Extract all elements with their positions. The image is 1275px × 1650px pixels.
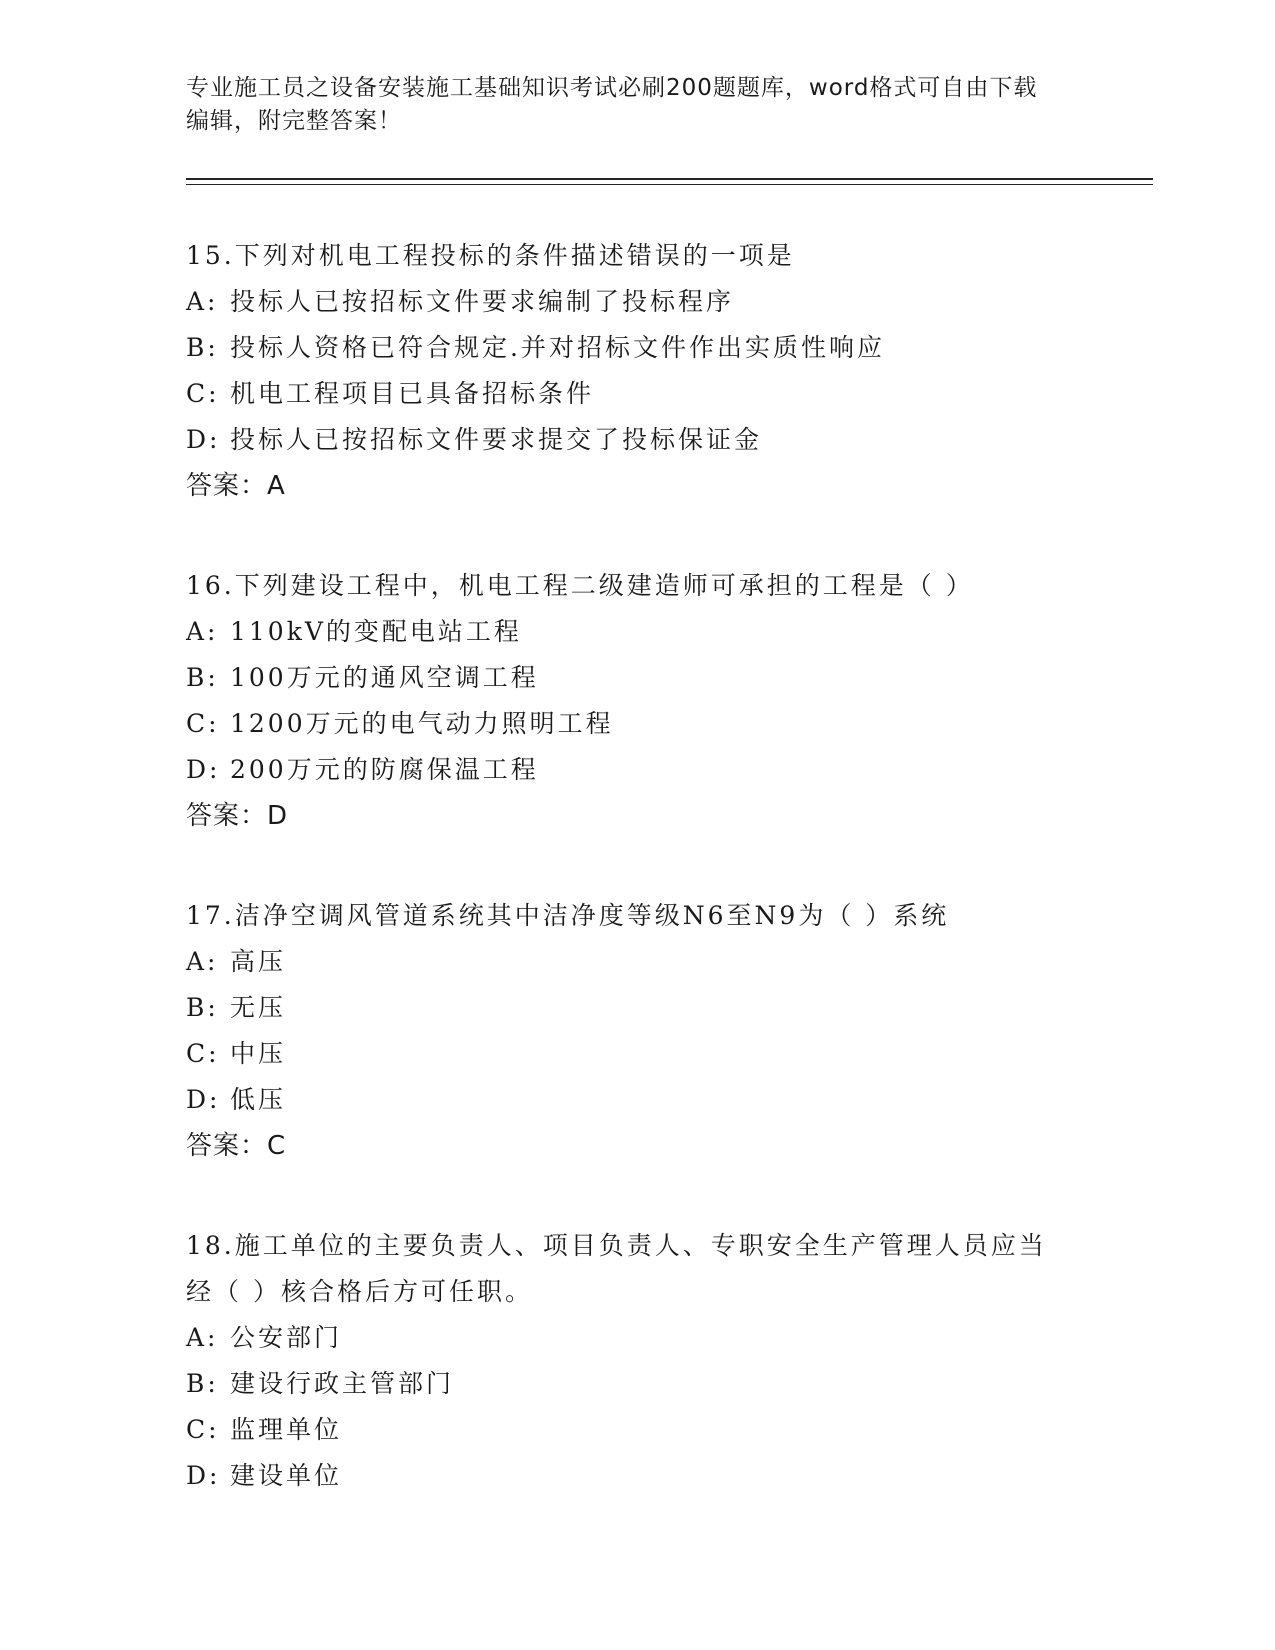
option-text: 建设行政主管部门	[230, 1369, 455, 1398]
option-key: D:	[186, 1085, 221, 1114]
option-key: D:	[186, 425, 221, 454]
option-key: C:	[186, 379, 220, 408]
option-text: 投标人已按招标文件要求编制了投标程序	[230, 287, 735, 316]
option-d	[186, 747, 1086, 793]
question-list	[186, 233, 1086, 1553]
option-key: A:	[186, 947, 219, 976]
option-a	[186, 279, 1086, 325]
question-stem: 16.下列建设工程中，机电工程二级建造师可承担的工程是（ ）	[186, 571, 974, 600]
option-a	[186, 939, 1086, 985]
question-block	[186, 893, 1086, 1169]
option-key: A:	[186, 1323, 219, 1352]
answer-line: 答案：C	[186, 1131, 287, 1161]
question-block	[186, 563, 1086, 839]
option-text: 100万元的通风空调工程	[230, 663, 539, 692]
option-c	[186, 1407, 1086, 1453]
option-key: B:	[186, 663, 219, 692]
question-stem: 经（ ）核合格后方可任职。	[186, 1277, 533, 1306]
option-c	[186, 371, 1086, 417]
option-key: A:	[186, 287, 219, 316]
option-key: C:	[186, 709, 220, 738]
question-stem: 18.施工单位的主要负责人、项目负责人、专职安全生产管理人员应当	[186, 1231, 1047, 1260]
option-text: 低压	[230, 1085, 287, 1114]
option-key: B:	[186, 993, 219, 1022]
option-key: C:	[186, 1039, 220, 1068]
option-b	[186, 655, 1086, 701]
option-text: 投标人资格已符合规定.并对招标文件作出实质性响应	[230, 333, 885, 362]
header-divider-thick	[186, 178, 1153, 180]
document-header	[186, 72, 1086, 138]
header-divider-thin	[186, 184, 1153, 185]
header-title-line-2: 编辑，附完整答案！	[186, 108, 402, 134]
option-text: 公安部门	[230, 1323, 343, 1352]
answer-line: 答案：D	[186, 801, 289, 831]
option-text: 中压	[230, 1039, 287, 1068]
header-title-line-1: 专业施工员之设备安装施工基础知识考试必刷200题题库，word格式可自由下载	[186, 75, 1038, 101]
option-d	[186, 1077, 1086, 1123]
option-text: 投标人已按招标文件要求提交了投标保证金	[230, 425, 763, 454]
question-stem: 15.下列对机电工程投标的条件描述错误的一项是	[186, 241, 795, 270]
question-stem: 17.洁净空调风管道系统其中洁净度等级N6至N9为（ ）系统	[186, 901, 950, 930]
option-c	[186, 701, 1086, 747]
option-text: 机电工程项目已具备招标条件	[230, 379, 595, 408]
option-key: D:	[186, 1461, 221, 1490]
option-text: 无压	[230, 993, 287, 1022]
question-block	[186, 233, 1086, 509]
answer-line: 答案：A	[186, 471, 286, 501]
option-a	[186, 1315, 1086, 1361]
option-text: 监理单位	[230, 1415, 343, 1444]
option-d	[186, 417, 1086, 463]
option-key: A:	[186, 617, 219, 646]
option-key: D:	[186, 755, 221, 784]
question-block	[186, 1223, 1086, 1499]
option-c	[186, 1031, 1086, 1077]
option-key: B:	[186, 1369, 219, 1398]
option-text: 110kV的变配电站工程	[230, 617, 522, 646]
option-key: B:	[186, 333, 219, 362]
option-text: 1200万元的电气动力照明工程	[230, 709, 614, 738]
option-b	[186, 325, 1086, 371]
option-text: 建设单位	[230, 1461, 343, 1490]
option-d	[186, 1453, 1086, 1499]
option-b	[186, 1361, 1086, 1407]
option-text: 200万元的防腐保温工程	[230, 755, 539, 784]
option-a	[186, 609, 1086, 655]
option-text: 高压	[230, 947, 287, 976]
option-key: C:	[186, 1415, 220, 1444]
option-b	[186, 985, 1086, 1031]
